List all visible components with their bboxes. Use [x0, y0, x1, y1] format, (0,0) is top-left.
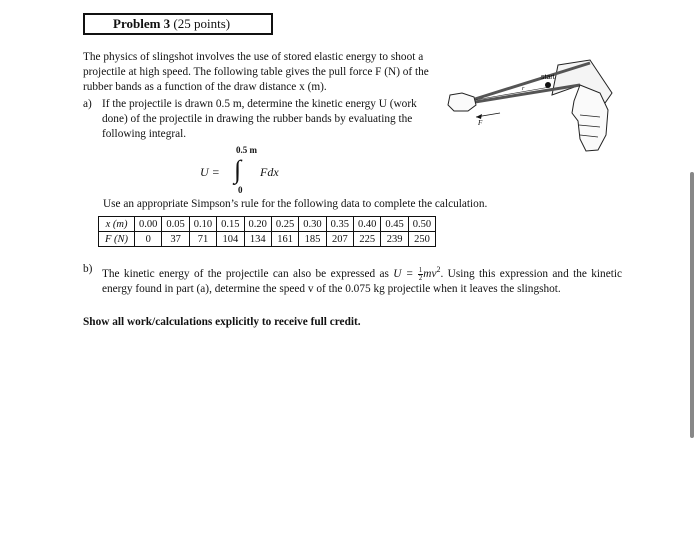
table-cell: 161	[271, 232, 298, 247]
part-a-text: If the projectile is drawn 0.5 m, determine the kinetic energy U (work done) of the projectile in drawing the rubber bands by evaluating the following integral.	[102, 98, 417, 140]
integral-integrand: Fdx	[260, 165, 279, 179]
integral-lhs: U =	[200, 165, 220, 179]
integral-lower-limit: 0	[238, 185, 243, 195]
table-cell: 0.05	[162, 217, 189, 232]
row-label-x: x (m)	[99, 217, 135, 232]
intro-paragraph: The physics of slingshot involves the use of stored elastic energy to shoot a projectile at high speed. The following table gives the pull force F (N) of the rubber bands as a function of the draw distance x (m).	[83, 51, 429, 93]
problem-points: (25 points)	[173, 16, 231, 31]
pulling-hand-icon	[448, 93, 476, 111]
table-cell: 0.35	[326, 217, 353, 232]
r-label: r	[522, 86, 525, 92]
part-b-label: b)	[83, 263, 93, 275]
problem-number: Problem 3	[113, 16, 171, 31]
table-cell: 0.30	[299, 217, 326, 232]
simpson-note: Use an appropriate Simpson’s rule for the following data to complete the calculation.	[103, 198, 488, 210]
table-cell: 0.00	[135, 217, 162, 232]
table-cell: 104	[217, 232, 244, 247]
problem-title-box	[83, 13, 273, 35]
table-cell: 185	[299, 232, 326, 247]
vertical-scrollbar[interactable]	[690, 172, 694, 438]
f-label: F	[478, 119, 483, 127]
table-cell: 37	[162, 232, 189, 247]
draw-line	[475, 87, 550, 100]
table-cell: 225	[354, 232, 381, 247]
table-cell: 0	[135, 232, 162, 247]
table-cell: 0.25	[271, 217, 298, 232]
table-cell: 0.20	[244, 217, 271, 232]
table-cell: 0.45	[381, 217, 408, 232]
part-b-text-1: The kinetic energy of the projectile can also be expressed as	[102, 267, 389, 280]
integral-sign-icon: ∫	[234, 155, 242, 184]
formula-rhs: mv	[423, 267, 437, 280]
force-distance-table	[98, 216, 436, 247]
table-cell: 134	[244, 232, 271, 247]
table-cell: 0.10	[189, 217, 216, 232]
table-cell: 0.50	[408, 217, 435, 232]
formula-lhs: U =	[393, 267, 414, 280]
table-cell: 71	[189, 232, 216, 247]
table-cell: 207	[326, 232, 353, 247]
part-b-text	[102, 262, 622, 297]
start-label: start	[541, 74, 555, 81]
footer-instruction: Show all work/calculations explicitly to receive full credit.	[83, 316, 361, 328]
row-label-f: F (N)	[99, 232, 135, 247]
frac-numerator: 1	[418, 265, 423, 274]
table-cell: 0.15	[217, 217, 244, 232]
formula-exponent: 2	[436, 265, 441, 274]
table-row-x	[99, 217, 436, 232]
table-cell: 250	[408, 232, 435, 247]
start-dot	[545, 82, 551, 88]
table-cell: 239	[381, 232, 408, 247]
table-cell: 0.40	[354, 217, 381, 232]
frac-denominator: 2	[418, 273, 423, 282]
part-b-text-2: . Using this expression and the kinetic energy found in part (a), determine the speed v of the 0.075 kg projectile when it leaves the slingshot.	[102, 267, 623, 295]
slingshot-figure	[440, 55, 620, 160]
integral-upper-limit: 0.5 m	[236, 145, 257, 155]
table-row-f	[99, 232, 436, 247]
part-a-label: a)	[83, 98, 92, 110]
